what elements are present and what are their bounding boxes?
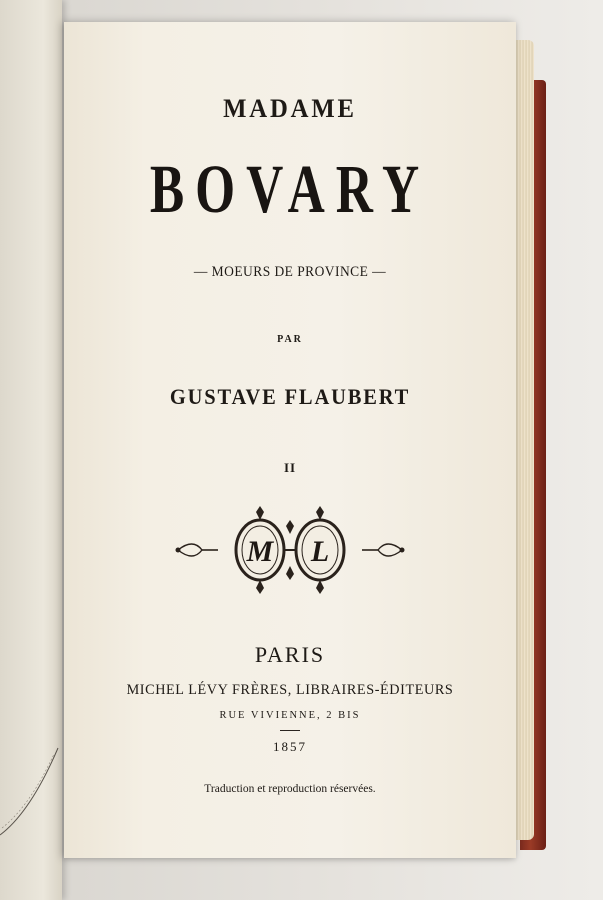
publication-year: 1857 <box>273 739 307 754</box>
publisher-emblem-icon <box>174 504 406 596</box>
title-page <box>64 22 516 858</box>
rights-notice: Traduction et reproduction réservées. <box>204 783 376 795</box>
volume-number: II <box>283 460 297 475</box>
publisher-name: MICHEL LÉVY FRÈRES, LIBRAIRES-ÉDITEURS <box>126 682 454 698</box>
title-line-2: BOVARY <box>149 151 431 228</box>
separator-rule <box>280 730 300 731</box>
flyleaf-label-curve <box>0 740 62 850</box>
title-line-1: MADAME <box>223 94 357 123</box>
facing-flyleaf <box>0 0 62 900</box>
author-name: GUSTAVE FLAUBERT <box>169 384 411 409</box>
publication-city: PARIS <box>254 642 326 667</box>
subtitle: — MOEURS DE PROVINCE — <box>193 264 387 280</box>
svg-text:M: M <box>246 535 274 568</box>
by-label: PAR <box>277 334 303 345</box>
publisher-address: RUE VIVIENNE, 2 BIS <box>219 710 361 721</box>
svg-text:L: L <box>310 535 330 568</box>
